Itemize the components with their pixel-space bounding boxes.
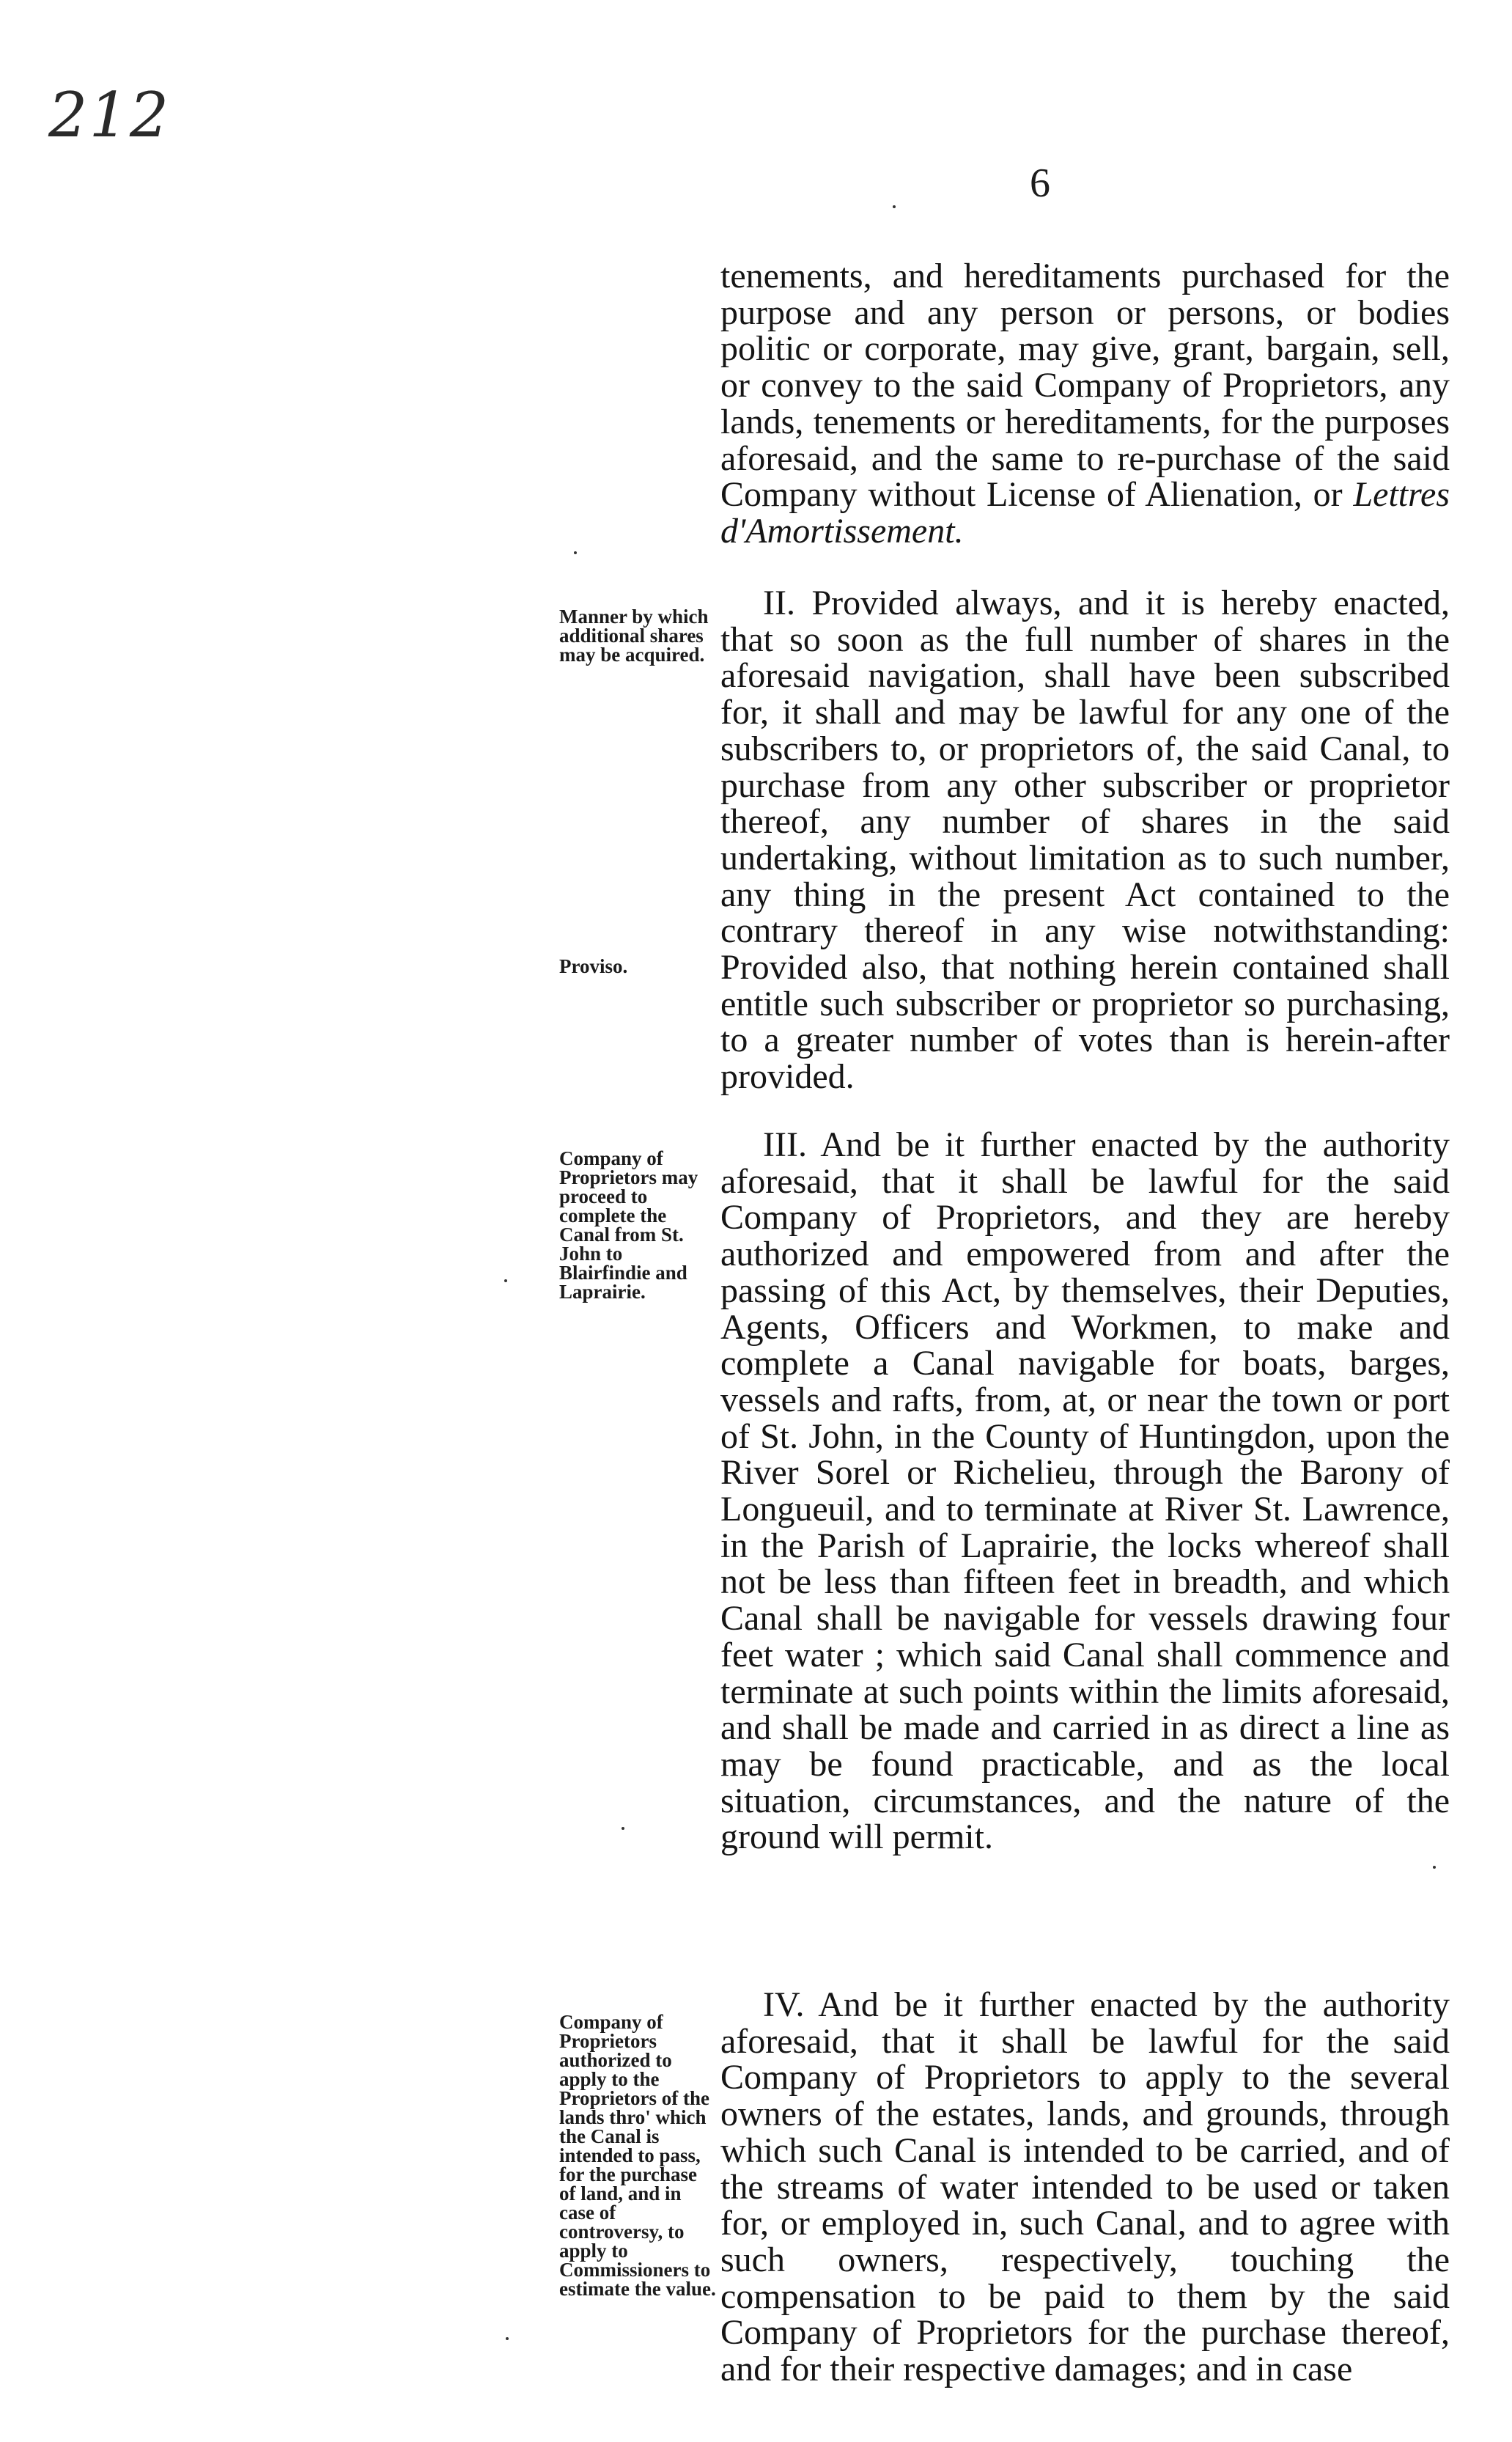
page-number: 6 (1030, 161, 1050, 206)
scan-speck (893, 205, 896, 208)
section-4 (720, 1987, 1450, 2388)
scan-speck (574, 551, 577, 554)
section-continuation (720, 258, 1450, 550)
margin-note-section-4: Company of Proprietors authorized to apply to the Proprietors of the lands thro' which the Canal is intended to pass, for the purchase of land, and in case of controversy, to apply to Commissioners to estimate the value. (559, 2011, 716, 2300)
scan-speck (622, 1827, 624, 1830)
scan-speck (1433, 1866, 1436, 1869)
section-4-text: IV. And be it further enacted by the authority aforesaid, that it shall be lawful for the said Company of Proprietors to apply to the several owners of the estates, lands, and grounds, through which such Canal is intended to be carried, and of the streams of water intended to be used or taken for, or employed in, such Canal, and to agree with such owners, respectively, touching the compensation to be paid to them by the said Company of Proprietors for the purchase thereof, and for their respective damages; and in case (720, 1985, 1450, 2389)
section-2-text: II. Provided always, and it is hereby enacted, that so soon as the full number of shares in the aforesaid navigation, shall have been subscribed for, it shall and may be lawful for any one of the subscribers to, or proprietors of, the said Canal, to purchase from any other subscriber or proprietor thereof, any number of shares in the said undertaking, without limitation as to such number, any thing in the present Act contained to the contrary thereof in any wise notwithstanding: Provided also, that nothing herein contained shall entitle such subscriber or proprietor so purchasing, to a greater number of votes than is herein-after provided. (720, 584, 1450, 1097)
continuation-italic-phrase: Lettres d'Amortissement. (720, 475, 1450, 551)
folio-number: 212 (48, 79, 171, 151)
scan-speck (506, 2337, 509, 2340)
section-3 (720, 1127, 1450, 1856)
section-3-text: III. And be it further enacted by the authority aforesaid, that it shall be lawful for the said Company of Proprietors, and they are hereby authorized and empowered from and after the passing of this Act, by themselves, their Deputies, Agents, Officers and Workmen, to make and complete a Canal navigable for boats, barges, vessels and rafts, from, at, or near the town or port of St. John, in the County of Huntingdon, upon the River Sorel or Richelieu, through the Barony of Longueuil, and to terminate at River St. Lawrence, in the Parish of Laprairie, the locks whereof shall not be less than fifteen feet in breadth, and which Canal shall be navigable for vessels drawing four feet water ; which said Canal shall commence and terminate at such points within the limits aforesaid, and shall be made and carried in as direct a line as may be found practicable, and as the local situation, circumstances, and the nature of the ground will permit. (720, 1125, 1450, 1857)
margin-note-section-2: Manner by which additional shares may be acquired. (559, 606, 709, 666)
continuation-text: tenements, and hereditaments purchased for the purpose and any person or persons, or bodies politic or corporate, may give, grant, bargain, sell, or convey to the said Company of Proprietors, any lands, tenements or hereditaments, for the purposes aforesaid, and the same to re-purchase of the said Company without License of Alienation, or (720, 257, 1450, 515)
margin-note-section-3: Company of Proprietors may proceed to complete the Canal from St. John to Blairfindie and Laprairie. (559, 1147, 698, 1303)
margin-note-proviso: Proviso. (559, 955, 628, 977)
section-2 (720, 585, 1450, 1095)
scan-speck (504, 1279, 507, 1282)
